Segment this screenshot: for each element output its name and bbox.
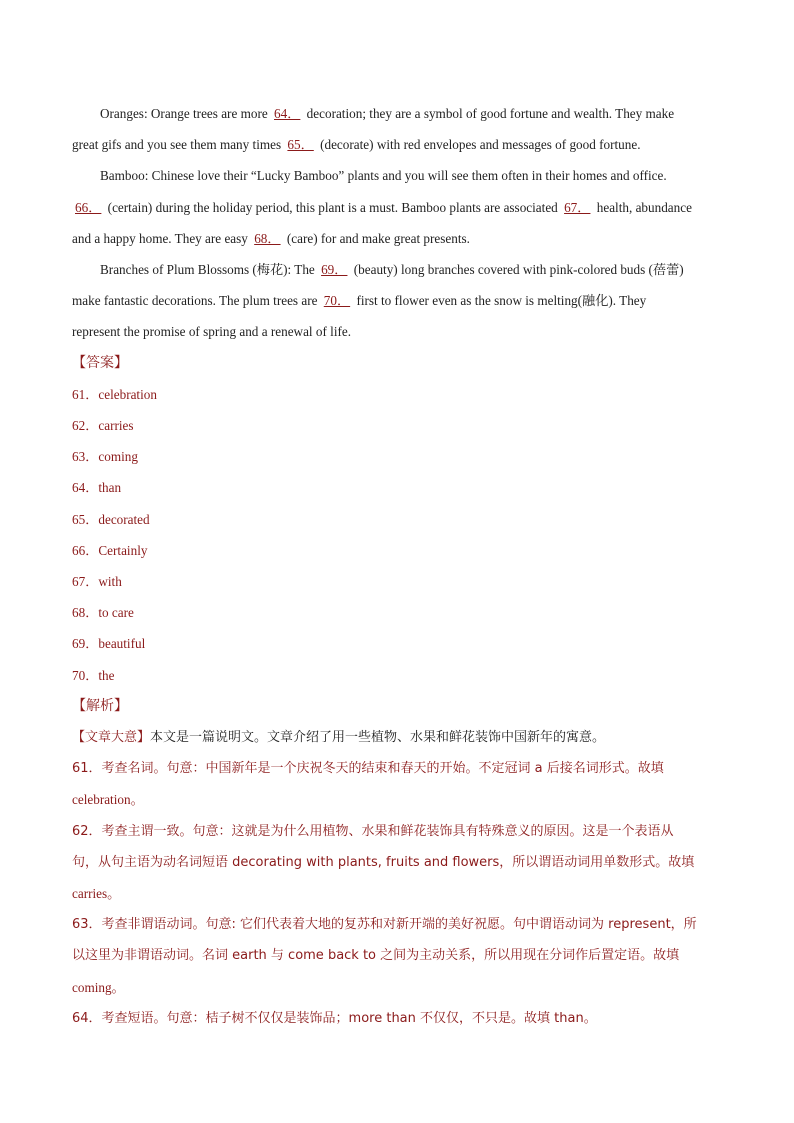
analysis-61 (72, 753, 724, 815)
answer-item: 61．celebration (72, 386, 157, 402)
passage-text: great gifs and you see them many times (72, 137, 285, 153)
passage-line (72, 129, 724, 160)
analysis-line: 以这里为非谓语动词。名词 earth 与 come back to 之间为主动关系，所以用现在分词作后置定语。故填 (72, 948, 680, 964)
passage-line (72, 223, 724, 254)
passage-text: Oranges: Orange trees are more (100, 106, 271, 121)
passage-text: make fantastic decorations. The plum trees are (72, 293, 321, 309)
analysis-line: carries。 (72, 886, 121, 902)
answer-item: 68．to care (72, 605, 134, 621)
passage-text: (decorate) with red envelopes and messages of good fortune. (316, 137, 641, 153)
passage-paragraph-bamboo (72, 160, 724, 254)
passage-text: health, abundance (593, 199, 692, 215)
blank-65: 65． (287, 137, 314, 153)
summary-line (72, 722, 724, 753)
passage-text: and a happy home. They are easy (72, 230, 252, 246)
passage-text: represent the promise of spring and a renewal of life. (72, 324, 352, 340)
answer-item: 69．beautiful (72, 636, 146, 652)
summary-tag: 【文章大意】 (72, 730, 151, 746)
answer-item: 62．carries (72, 418, 134, 434)
passage-line (72, 254, 724, 285)
answer-item: 67．with (72, 574, 122, 590)
blank-66: 66． (75, 199, 102, 215)
passage-text: (beauty) long branches covered with pink-colored buds (蓓蕾) (350, 262, 684, 278)
answer-item: 63．coming (72, 449, 138, 465)
passage-text: Branches of Plum Blossoms (梅花): The (100, 262, 319, 278)
blank-67: 67． (564, 199, 591, 215)
summary-text: 本文是一篇说明文。文章介绍了用一些植物、水果和鲜花装饰中国新年的寓意。 (150, 730, 606, 746)
passage-line (72, 160, 724, 191)
passage-text: (care) for and make great presents. (283, 230, 470, 246)
passage-text: decoration; they are a symbol of good fortune and wealth. They make (303, 106, 675, 121)
passage-paragraph-oranges (72, 98, 724, 160)
analysis-line: 句，从句主语为动名词短语 decorating with plants, fruits and flowers，所以谓语动词用单数形式。故填 (72, 854, 695, 870)
passage-line (72, 285, 724, 316)
passage-line (72, 192, 724, 223)
analysis-line: 62．考查主谓一致。句意：这就是为什么用植物、水果和鲜花装饰具有特殊意义的原因。这是一个表语从 (72, 823, 674, 839)
passage-text: Bamboo: Chinese love their “Lucky Bamboo” plants and you will see them often in their homes and office. (100, 168, 667, 184)
answer-item: 65．decorated (72, 511, 150, 527)
analysis-heading: 【解析】 (72, 697, 128, 714)
blank-68: 68． (254, 230, 281, 246)
answer-item: 66．Certainly (72, 542, 148, 558)
passage-line (72, 98, 724, 129)
analysis-line: coming。 (72, 979, 125, 995)
analysis-62 (72, 816, 724, 910)
answer-list (72, 379, 724, 691)
answer-item: 64．than (72, 480, 122, 496)
passage-paragraph-plum (72, 254, 724, 348)
document-page (72, 98, 724, 1034)
passage-text: first to flower even as the snow is melting(融化). They (353, 293, 647, 309)
answer-item: 70．the (72, 667, 115, 683)
passage-line (72, 316, 724, 347)
answer-heading: 【答案】 (72, 354, 128, 371)
blank-70: 70． (323, 293, 351, 309)
blank-69: 69． (321, 262, 348, 278)
analysis-line: 61．考查名词。句意：中国新年是一个庆祝冬天的结束和春天的开始。不定冠词 a 后接名词形式。故填 (72, 761, 664, 777)
blank-64: 64． (274, 106, 301, 121)
analysis-63 (72, 909, 724, 1003)
analysis-line: 63．考查非谓语动词。句意: 它们代表着大地的复苏和对新开端的美好祝愿。句中谓语动词为 represent，所 (72, 917, 697, 933)
analysis-line: celebration。 (72, 792, 144, 808)
analysis-64 (72, 1003, 724, 1034)
passage-text: (certain) during the holiday period, this plant is a must. Bamboo plants are associated (104, 199, 562, 215)
analysis-line: 64．考查短语。句意：桔子树不仅仅是装饰品；more than 不仅仅，不只是。故填 than。 (72, 1010, 597, 1026)
